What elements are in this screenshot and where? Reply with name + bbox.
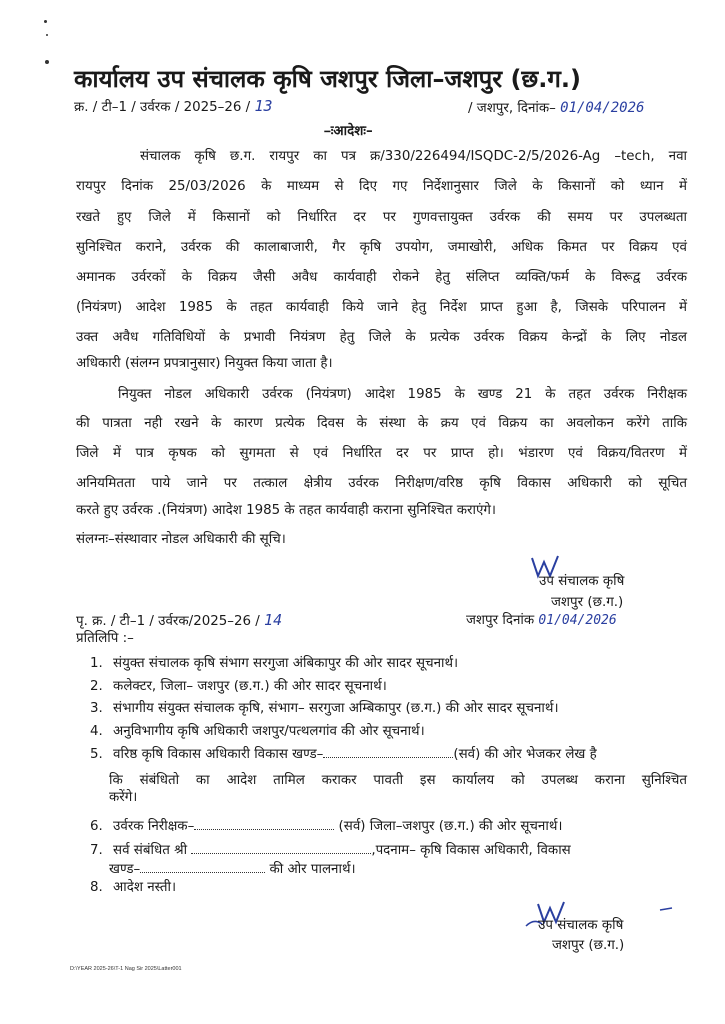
para1-line: रायपुर दिनांक 25/03/2026 के माध्यम से दिए गए निर्देशानुसार जिले के किसानों को ध्यान में (76, 179, 687, 194)
item-text: कलेक्टर, जिला– जशपुर (छ.ग.) की ओर सादर सूचनार्थ। (113, 679, 387, 694)
signatory-place: जशपुर (छ.ग.) (552, 938, 625, 953)
para2-line: की पात्रता नही रखने के कारण प्रत्येक दिवस के संस्था के क्रय एवं विक्रय का अवलोकन करेंगे ताकि (76, 416, 687, 431)
para1-line: उक्त अवैध गतिविधियों के प्रभावी नियंत्रण हेतु जिले के प्रत्येक उर्वरक विक्रय केन्द्रों के लिए नोडल (76, 330, 687, 345)
enclosure-note: संलग्नः–संस्थावार नोडल अधिकारी की सूचि। (76, 532, 286, 547)
scan-mark (44, 20, 47, 23)
para2-line: अनियमितता पाये जाने पर तत्काल क्षेत्रीय उर्वरक निरीक्षण/वरिष्ठ कृषि विकास अधिकारी को सूचित (76, 476, 687, 491)
item-text: खण्ड– (109, 862, 141, 877)
order-heading: –ःआदेशः– (324, 124, 373, 139)
blank-line (191, 853, 371, 854)
ref-no-text: क्र. / टी–1 / उर्वरक / 2025–26 / (74, 100, 251, 115)
para1-line: अधिकारी (संलग्न प्रपत्रानुसार) नियुक्त किया जाता है। (76, 356, 333, 371)
endorsement-date-handwritten: 01/04/2026 (538, 613, 617, 628)
para2-line: करते हुए उर्वरक .(नियंत्रण) आदेश 1985 के तहत कार्यवाही कराना सुनिश्चित कराएंगे। (76, 503, 496, 518)
item-text: ,पदनाम– कृषि विकास अधिकारी, विकास (371, 843, 571, 858)
copy-list-item-7 (90, 843, 571, 858)
item-number: 8. (90, 880, 103, 895)
signatory-title: उप संचालक कृषि (538, 918, 624, 933)
item-text: वरिष्ठ कृषि विकास अधिकारी विकास खण्ड– (113, 747, 324, 762)
para1-line: रखते हुए जिले में किसानों को निर्धारित दर पर गुणवत्तायुक्त उर्वरक की समय पर उपलब्धता (76, 210, 687, 225)
item-number: 7. (90, 843, 103, 858)
scan-mark (46, 34, 48, 36)
endorsement-date-label: जशपुर दिनांक (466, 613, 535, 628)
item-text: संयुक्त संचालक कृषि संभाग सरगुजा अंबिकापुर की ओर सादर सूचनार्थ। (113, 656, 459, 671)
endorsement-ref-text: पृ. क्र. / टी–1 / उर्वरक/2025–26 / (76, 614, 260, 629)
copy-list-item (90, 679, 387, 694)
copy-list-item (90, 724, 425, 739)
blank-line (140, 872, 265, 873)
file-path-footer: D:\YEAR 2025-26\T-1 Nag Sir 2025\Latter001 (70, 966, 182, 972)
item-number: 6. (90, 819, 103, 834)
item-number: 2. (90, 679, 103, 694)
copy-list-item-5 (90, 747, 597, 762)
item-text: अनुविभागीय कृषि अधिकारी जशपुर/पत्थलगांव की ओर सूचनार्थ। (113, 724, 425, 739)
blank-line (323, 757, 453, 758)
para2-line: जिले में पात्र कृषक को सुगमता से एवं निर्धारित दर पर प्राप्त हो। भंडारण एवं विक्रय/वितरण में (76, 446, 687, 461)
copy-list-item (90, 701, 559, 716)
office-title: कार्यालय उप संचालक कृषि जशपुर जिला–जशपुर (छ.ग.) (74, 65, 581, 93)
item-text: उर्वरक निरीक्षक– (113, 819, 195, 834)
copy-label: प्रतिलिपि :– (76, 631, 134, 646)
para1-line: (नियंत्रण) आदेश 1985 के तहत कार्यवाही किये जाने हेतु निर्देश प्राप्त हुआ है, जिसके परिपालन में (76, 300, 687, 315)
item-text: की ओर पालनार्थ। (269, 862, 356, 877)
signature-initial (537, 900, 538, 901)
item5-line3: करेंगे। (109, 790, 138, 805)
signature-initial (537, 552, 538, 553)
item-text: (सर्व) जिला–जशपुर (छ.ग.) की ओर सूचनार्थ। (338, 819, 563, 834)
item-number: 5. (90, 747, 103, 762)
item5-line2: कि संबंधितो का आदेश तामिल कराकर पावती इस कार्यालय को उपलब्ध कराना सुनिश्चित (109, 773, 687, 788)
reference-number (74, 98, 273, 115)
para1-line: सुनिश्चित कराने, उर्वरक की कालाबाजारी, गैर कृषि उपयोग, जमाखोरी, अधिक किमत पर विक्रय एवं (76, 240, 687, 255)
endorsement-ref (76, 612, 282, 629)
place-date (468, 100, 644, 116)
copy-list-item-8 (90, 880, 176, 895)
place-date-label: / जशपुर, दिनांक– (468, 101, 556, 116)
scan-mark (45, 60, 49, 64)
item-text: संभागीय संयुक्त संचालक कृषि, संभाग– सरगुजा अम्बिकापुर (छ.ग.) की ओर सादर सूचनार्थ। (113, 701, 559, 716)
item-number: 3. (90, 701, 103, 716)
para2-line: नियुक्त नोडल अधिकारी उर्वरक (नियंत्रण) आदेश 1985 के खण्ड 21 के तहत उर्वरक निरीक्षक (118, 387, 687, 402)
ref-no-handwritten: 13 (254, 97, 273, 115)
item7-line2 (109, 862, 356, 877)
date-handwritten: 01/04/2026 (560, 100, 645, 116)
item-text: आदेश नस्ती। (113, 880, 177, 895)
signatory-title: उप संचालक कृषि (539, 574, 625, 589)
blank-line (194, 829, 334, 830)
signatory-place: जशपुर (छ.ग.) (551, 595, 624, 610)
para1-line: अमानक उर्वरकों के विक्रय जैसी अवैध कार्यवाही रोकने हेतु संलिप्त व्यक्ति/फर्म के विरूद्व उर्वरक (76, 270, 687, 285)
item-text: सर्व संबंधित श्री (113, 843, 188, 858)
copy-list-item-6 (90, 819, 562, 834)
item-number: 1. (90, 656, 103, 671)
endorsement-date (466, 613, 617, 629)
item-number: 4. (90, 724, 103, 739)
item-text: (सर्व) की ओर भेजकर लेख है (453, 747, 597, 762)
para1-line: संचालक कृषि छ.ग. रायपुर का पत्र क्र/330/226494/ISQDC-2/5/2026-Ag –tech, नवा (140, 149, 687, 164)
endorsement-ref-handwritten: 14 (264, 611, 283, 629)
copy-list-item (90, 656, 458, 671)
